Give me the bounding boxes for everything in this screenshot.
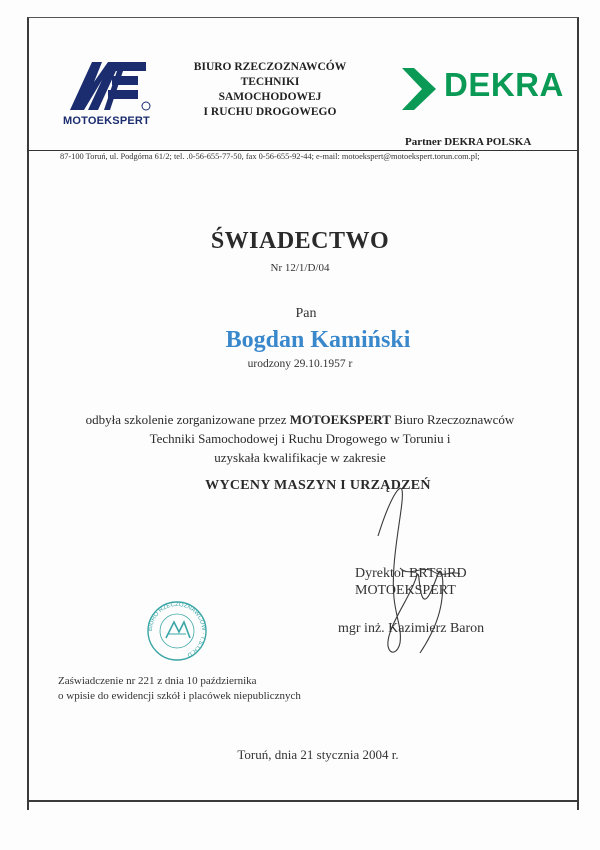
header-divider	[27, 150, 577, 151]
birth-date-line: urodzony 29.10.1957 r	[247, 358, 353, 370]
qualification-title: WYCENY MASZYN I URZĄDZEŃ	[205, 478, 431, 493]
body-text-part: Biuro Rzeczoznawców	[390, 412, 515, 427]
certificate-body	[40, 410, 560, 467]
body-line-2: Techniki Samochodowej i Ruchu Drogowego w Toruniu i	[149, 431, 451, 446]
signatory-name: mgr inż. Kazimierz Baron	[338, 621, 485, 636]
signatory-title-line: Dyrektor BRTSiRD	[355, 566, 467, 581]
place-and-date: Toruń, dnia 21 stycznia 2004 r.	[237, 747, 399, 762]
signatory-title-line: MOTOEKSPERT	[355, 583, 456, 598]
org-name-line: TECHNIKI	[240, 76, 300, 88]
certificate-number: Nr 12/1/D/04	[270, 262, 330, 274]
org-name-line: BIURO RZECZOZNAWCÓW	[193, 61, 347, 73]
dekra-logo-text: DEKRA	[444, 66, 564, 103]
body-text-part: odbyła szkolenie zorganizowane przez	[85, 412, 290, 427]
salutation: Pan	[295, 306, 317, 321]
organization-name	[175, 60, 365, 120]
accreditation-note	[58, 674, 301, 704]
stamp-text: BIURO RZECZOZNAWCÓW · T.S.I.R.D	[147, 601, 207, 658]
motoekspert-logo-text: MOTOEKSPERT	[63, 115, 150, 127]
partner-line: Partner DEKRA POLSKA	[405, 136, 532, 148]
dekra-logo-icon	[400, 64, 440, 114]
recipient-name: Bogdan Kamiński	[225, 327, 411, 353]
body-line-1	[40, 410, 560, 429]
page-border-bottom	[27, 800, 577, 802]
accreditation-line: Zaświadczenie nr 221 z dnia 10 października	[58, 675, 257, 687]
accreditation-line: o wpisie do ewidencji szkół i placówek niepublicznych	[58, 690, 301, 702]
address-line: 87-100 Toruń, ul. Podgórna 61/2; tel. .0-56-655-77-50, fax 0-56-655-92-44; e-mail: motoekspert@motoekspert.torun.com.pl;	[60, 152, 480, 161]
signatory-title	[355, 565, 467, 599]
body-org-bold: MOTOEKSPERT	[289, 412, 391, 427]
body-line-3: uzyskała kwalifikacje w zakresie	[214, 450, 386, 465]
certificate-title: ŚWIADECTWO	[210, 228, 390, 254]
org-name-line: I RUCHU DROGOWEGO	[203, 106, 337, 118]
official-stamp-icon	[146, 600, 208, 662]
org-name-line: SAMOCHODOWEJ	[218, 91, 322, 103]
